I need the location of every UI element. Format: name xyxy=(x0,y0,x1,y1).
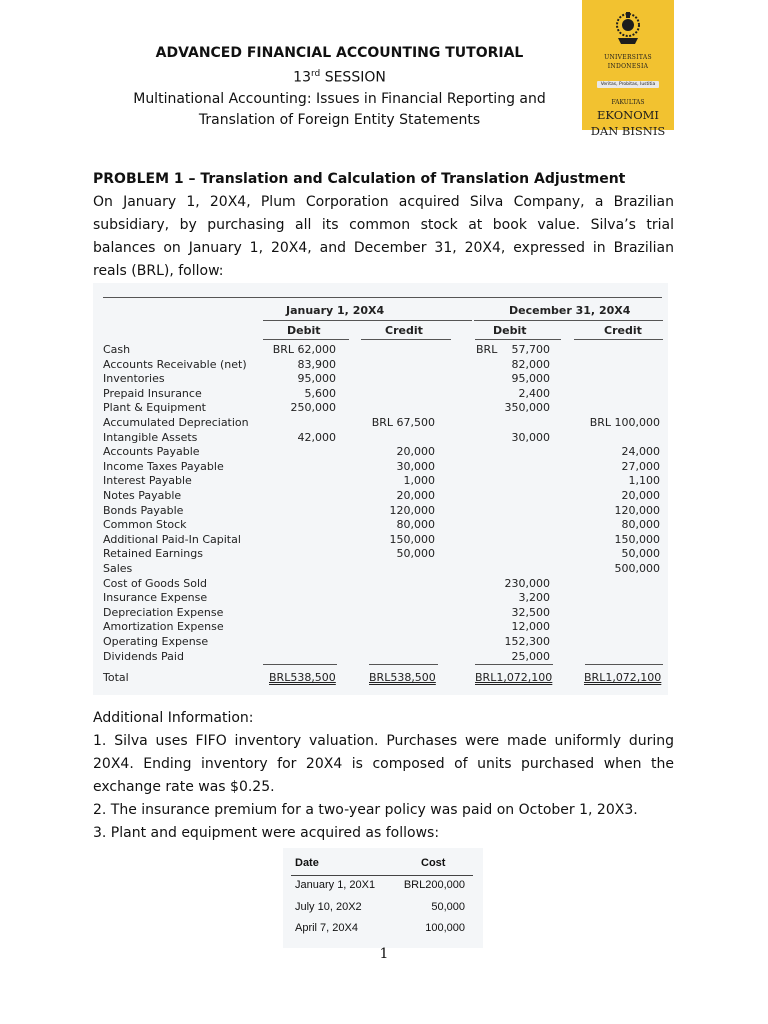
univ-line-2: INDONESIA xyxy=(607,63,649,70)
plant-header-rule xyxy=(291,875,473,876)
trial-balance-table xyxy=(93,283,668,695)
credit-jan: 120,000 xyxy=(389,503,435,517)
col-rule-1 xyxy=(263,339,349,340)
col-credit-1: Credit xyxy=(385,324,423,337)
debit-dec: 230,000 xyxy=(504,576,550,590)
period-1-header: January 1, 20X4 xyxy=(286,304,385,317)
col-rule-4 xyxy=(574,339,663,340)
univ-line-1: UNIVERSITAS xyxy=(604,54,652,61)
document-title: ADVANCED FINANCIAL ACCOUNTING TUTORIAL xyxy=(155,45,524,61)
credit-dec: 80,000 xyxy=(621,518,660,532)
problem-body: On January 1, 20X4, Plum Corporation acquired Silva Company, a Brazilian subsidiary, by purchasing all its common stock at book value. Silva’s trial balances on January 1, 20X4, and December 31, 20X4, expressed in Brazilian reals (BRL), follow: xyxy=(93,194,674,279)
debit-dec: 2,400 xyxy=(518,386,550,400)
info-item-3: 3. Plant and equipment were acquired as follows: xyxy=(93,825,440,841)
faculty-label: FAKULTAS xyxy=(611,99,645,106)
plant-date-1: January 1, 20X1 xyxy=(295,879,376,891)
credit-dec: 120,000 xyxy=(614,503,660,517)
credit-dec: BRL 100,000 xyxy=(589,416,660,429)
total-credit-1: BRL538,500 xyxy=(369,671,436,684)
credit-jan: 30,000 xyxy=(396,459,435,473)
account-name: Intangible Assets xyxy=(103,430,198,444)
account-name: Retained Earnings xyxy=(103,547,203,561)
total-rule-1 xyxy=(263,664,337,665)
credit-jan: 1,000 xyxy=(403,474,435,488)
account-name: Interest Payable xyxy=(103,474,192,488)
topic-line-1: Multinational Accounting: Issues in Financial Reporting and xyxy=(133,90,546,107)
document-header xyxy=(92,43,587,131)
session-number: 13 xyxy=(293,69,311,86)
debit-jan: 42,000 xyxy=(297,430,336,444)
account-name: Operating Expense xyxy=(103,635,209,648)
account-name: Accounts Receivable (net) xyxy=(103,357,247,371)
account-name: Prepaid Insurance xyxy=(103,386,202,400)
debit-dec: 25,000 xyxy=(511,649,550,663)
additional-heading: Additional Information: xyxy=(93,710,254,726)
total-rule-4 xyxy=(585,664,663,665)
account-name: Bonds Payable xyxy=(103,503,184,517)
account-name: Inventories xyxy=(103,372,165,386)
credit-jan: 80,000 xyxy=(396,518,435,532)
debit-dec: 82,000 xyxy=(511,357,550,371)
session-ordinal: rd xyxy=(310,69,321,79)
col-cost: Cost xyxy=(421,857,446,869)
account-name: Cost of Goods Sold xyxy=(103,576,207,590)
col-credit-2: Credit xyxy=(604,324,642,337)
session-word: SESSION xyxy=(320,69,386,86)
debit-jan: 5,600 xyxy=(304,386,336,400)
plant-equipment-table xyxy=(283,848,483,948)
info-item-2: 2. The insurance premium for a two-year policy was paid on October 1, 20X3. xyxy=(93,802,638,818)
debit-dec: 152,300 xyxy=(504,635,550,648)
col-rule-3 xyxy=(475,339,561,340)
total-label: Total xyxy=(103,671,129,684)
debit-dec: 3,200 xyxy=(518,591,550,605)
credit-dec: 1,100 xyxy=(628,474,660,488)
account-name: Amortization Expense xyxy=(103,620,224,634)
col-debit-2: Debit xyxy=(493,324,527,337)
debit-dec: 350,000 xyxy=(504,401,550,415)
total-debit-1: BRL538,500 xyxy=(269,671,336,684)
debit-jan: 83,900 xyxy=(297,357,336,371)
additional-info xyxy=(93,707,674,845)
debit-dec: 32,500 xyxy=(511,605,550,619)
credit-jan: 150,000 xyxy=(389,532,435,546)
debit-jan: BRL 62,000 xyxy=(272,343,336,356)
plant-date-3: April 7, 20X4 xyxy=(295,922,358,934)
col-date: Date xyxy=(295,857,319,869)
account-name: Plant & Equipment xyxy=(103,401,206,415)
debit-dec: 95,000 xyxy=(511,372,550,386)
plant-cost-3: 100,000 xyxy=(425,922,465,934)
account-name: Sales xyxy=(103,562,133,575)
credit-dec: 20,000 xyxy=(621,489,660,502)
info-item-1: 1. Silva uses FIFO inventory valuation. Purchases were made uniformly during 20X4. Ending inventory for 20X4 is composed of units purchased when the exchange rate was $0.25. xyxy=(93,733,674,795)
account-name: Notes Payable xyxy=(103,489,182,502)
makara-emblem-icon xyxy=(611,8,645,48)
account-name: Dividends Paid xyxy=(103,649,184,663)
credit-jan: 20,000 xyxy=(396,445,435,459)
problem-section xyxy=(93,168,674,283)
university-logo xyxy=(582,0,674,138)
account-name: Accumulated Depreciation xyxy=(103,416,249,429)
topic-line-2: Translation of Foreign Entity Statements xyxy=(198,111,481,128)
account-name: Depreciation Expense xyxy=(103,605,224,619)
col-rule-2 xyxy=(361,339,451,340)
credit-dec: 24,000 xyxy=(621,445,660,459)
credit-jan: 20,000 xyxy=(396,489,435,502)
col-debit-1: Debit xyxy=(287,324,321,337)
debit-dec: 30,000 xyxy=(511,430,550,444)
period-1-rule xyxy=(263,320,472,321)
credit-dec: 50,000 xyxy=(621,547,660,561)
debit-jan: 95,000 xyxy=(297,372,336,386)
total-rule-3 xyxy=(475,664,553,665)
total-rule-2 xyxy=(369,664,438,665)
period-2-rule xyxy=(474,320,663,321)
plant-cost-2: 50,000 xyxy=(431,901,465,913)
debit-jan: 250,000 xyxy=(290,401,336,415)
faculty-name-2: DAN BISNIS xyxy=(590,124,666,138)
account-name: Insurance Expense xyxy=(103,591,208,605)
credit-jan: 50,000 xyxy=(396,547,435,561)
total-credit-2: BRL1,072,100 xyxy=(584,671,662,684)
plant-cost-1: BRL200,000 xyxy=(403,879,465,891)
account-name: Additional Paid-In Capital xyxy=(103,532,241,546)
account-name: Income Taxes Payable xyxy=(103,459,224,473)
credit-dec: 150,000 xyxy=(614,532,660,546)
debit-dec: 12,000 xyxy=(511,620,550,634)
plant-date-2: July 10, 20X2 xyxy=(295,901,362,913)
problem-title: PROBLEM 1 – Translation and Calculation of Translation Adjustment xyxy=(93,171,626,187)
total-debit-2: BRL1,072,100 xyxy=(475,671,553,684)
account-name: Cash xyxy=(103,343,131,356)
table-top-rule xyxy=(103,297,662,298)
period-2-header: December 31, 20X4 xyxy=(509,304,631,317)
debit-dec: 57,700 xyxy=(511,343,550,356)
account-name: Accounts Payable xyxy=(103,445,200,459)
session-line xyxy=(92,64,587,89)
faculty-name-1: EKONOMI xyxy=(597,108,659,122)
credit-dec: 27,000 xyxy=(621,459,660,473)
credit-dec: 500,000 xyxy=(614,562,660,575)
debit-dec-prefix: BRL xyxy=(476,343,498,356)
univ-motto: Veritas, Probitas, Iustitia xyxy=(597,81,660,88)
page-number: 1 xyxy=(379,946,389,962)
account-name: Common Stock xyxy=(103,518,187,532)
credit-jan: BRL 67,500 xyxy=(371,416,435,429)
